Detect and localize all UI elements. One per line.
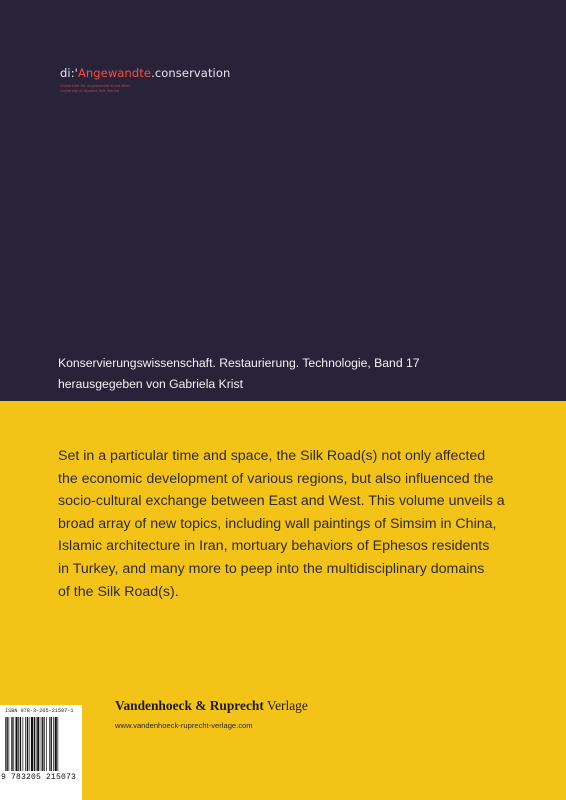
logo-tagline-line: Universität für angewandte Kunst Wien <box>60 84 131 88</box>
publisher-name-bold: Vandenhoeck & Ruprecht <box>115 698 264 713</box>
logo-tagline-line: University of Applied Arts Vienna <box>60 89 120 93</box>
blurb-line: of the Silk Road(s). <box>58 583 179 600</box>
blurb-line: the economic development of various regions, but also influenced the <box>58 470 494 487</box>
series-title: Konservierungswissenschaft. Restaurierung. Technologie, Band 17 <box>58 356 420 370</box>
publisher-name <box>115 698 308 714</box>
barcode-digits: 9 783205 215073 <box>1 773 77 782</box>
logo-tagline <box>60 84 130 94</box>
blurb-line: Islamic architecture in Iran, mortuary behaviors of Ephesos residents <box>58 538 490 555</box>
blurb-line: Set in a particular time and space, the Silk Road(s) not only affected <box>58 448 486 464</box>
logo-prefix: di:' <box>60 66 78 80</box>
logo-suffix: .conservation <box>151 66 231 80</box>
barcode-icon <box>5 717 77 771</box>
publisher-name-regular: Verlage <box>266 698 308 713</box>
blurb-line: in Turkey, and many more to peep into the multidisciplinary domains <box>58 560 485 577</box>
blurb-line: socio-cultural exchange between East and West. This volume unveils a <box>58 493 505 510</box>
isbn-label: ISBN 978-3-205-21507-1 <box>5 708 74 714</box>
book-blurb <box>58 445 528 603</box>
publisher-website: www.vandenhoeck-ruprecht-verlage.com <box>115 721 253 730</box>
blurb-line: broad array of new topics, including wall paintings of Simsim in China, <box>58 515 497 532</box>
logo-brand: Angewandte <box>77 66 152 80</box>
series-info <box>58 353 420 394</box>
series-editor: herausgegeben von Gabriela Krist <box>58 376 243 391</box>
barcode-box <box>0 705 82 800</box>
cover-bottom-panel <box>0 401 566 800</box>
angewandte-conservation-logo <box>60 66 230 80</box>
